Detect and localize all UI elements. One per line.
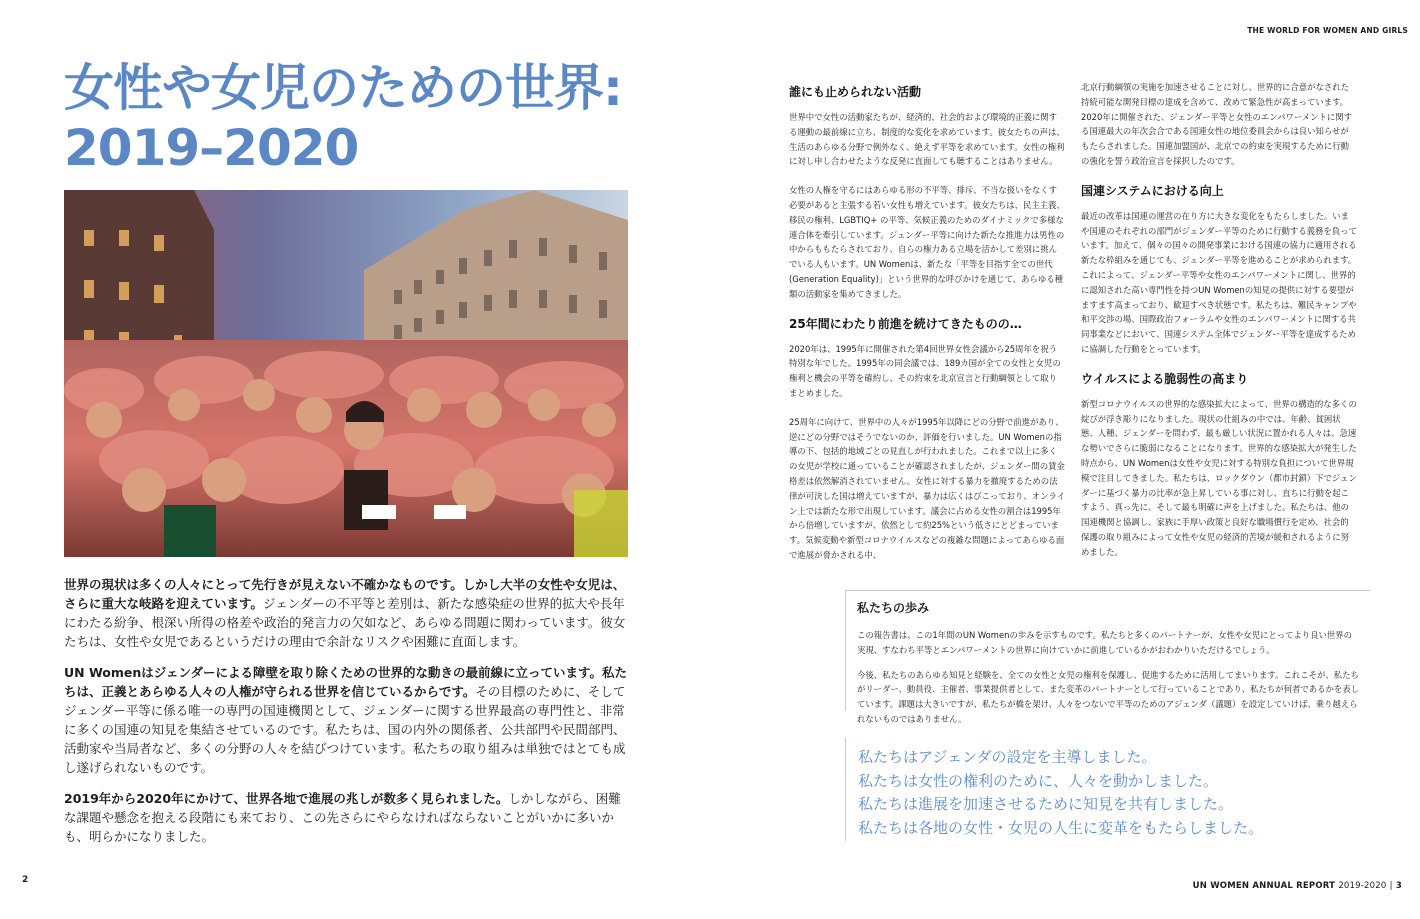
our-steps-paragraph-1: この報告書は、この1年間のUN Womenの歩みを示すものです。私たちと多くのパートナーが、女性や女児にとってより良い世界の実現、すなわち平等とエンパワーメントの世界に向けていかに前進しているかがおわかりいただけるでしょう。 xyxy=(857,630,1352,655)
footer-years: 2019-2020 xyxy=(1338,881,1387,891)
column-1 xyxy=(789,84,1065,577)
agenda-rule xyxy=(845,738,846,841)
intro-paragraph-1-body: ジェンダーの不平等と差別は、新たな感染症の世界的拡大や長年にわたる紛争、根深い所得の格差や政治的発言力の欠如など、あらゆる問題に関わっています。彼女たちは、女性や女児であるというだけの理由で余計なリスクや困難に直面します。 xyxy=(64,596,626,649)
heading-25-years-progress: 25年間にわたり前進を続けてきたものの… xyxy=(789,316,1022,331)
agenda-line: 私たちは進展を加速させるために知見を共有しました。 xyxy=(858,795,1234,813)
intro-paragraph-2 xyxy=(64,663,632,777)
heading-virus-vulnerability: ウイルスによる脆弱性の高まり xyxy=(1081,371,1249,386)
intro-paragraph-1-lead: 世界の現状は多くの人々にとって先行きが見えない不確かなものです。しかし大半の女性や女児は、さらに重大な岐路を迎えています。 xyxy=(64,577,626,611)
column-1-paragraph-4: 25周年に向けて、世界中の人々が1995年以降にどの分野で前進があり、逆にどの分野ではそうでないのか、評価を行いました。UN Womenの指導の下、包括的地域ごとの見直しが行われました。これまで以上に多くの女児が学校に通っていることが確認されましたが、ジェンダー間の賃金格差は依然解消されていません。女性に対する暴力を撤廃するための法律が可決した国は増えていますが、暴力は広くはびこっており、オンライン上では新たな形で出現しています。議会に占める女性の割合は1995年から倍増していますが、依然として約25%という低さにとどまっています。気候変動や新型コロナウイルスなどの複雑な問題によってあらゆる面で進展が脅かされる中、 xyxy=(789,416,1065,560)
crowd-photo-illustration xyxy=(64,190,628,557)
column-2-paragraph-2: 最近の改革は国連の運営の在り方に大きな変化をもたらしました。いまや国連のそれぞれの部門がジェンダー平等のために行動する義務を負っています。加えて、個々の国々の開発事業における国連の協力に適用される新たな枠組みを通じても、ジェンダー平等を進めることが求められます。これによって、ジェンダー平等や女性のエンパワーメントに関し、世界的に認知された高い専門性を持つUN Womenの知見の提供に対する要望がますます高まっており、歓迎すべき状態です。私たちは、難民キャンプや和平交渉の場、国際政治フォーラムや女性のエンパワーメントに関する共同事業などにおいて、国連システム全体でジェンダー平等を達成するために協調した行動をとっています。 xyxy=(1081,210,1357,354)
heading-unstoppable-activism: 誰にも止められない活動 xyxy=(789,85,922,99)
crowd-photo xyxy=(64,190,628,557)
column-2 xyxy=(1081,80,1357,574)
intro-paragraph-3-body: しかしながら、困難な課題や懸念を抱える段階にも来ており、この先さらにやらなければならないことがいかに多いかも、明らかになりました。 xyxy=(64,791,621,844)
column-1-paragraph-2: 女性の人権を守るにはあらゆる形の不平等、排斥、不当な扱いをなくす必要があると主張する若い女性も増えています。彼女たちは、民主主義、移民の権利、LGBTIQ+ の平等、気候正義のためのダイナミックで多様な連合体を牽引しています。ジェンダー平等に向けた新たな推進力は男性の中からももたらされており、自らの権力ある立場を活かして差別に挑んでいる人もいます。UN Womenは、新たな「平等を目指す全ての世代(Generation Equality)」という世界的な呼びかけを通じて、あらゆる種類の活動家を集めてきました。 xyxy=(789,185,1065,299)
intro-paragraph-2-body: その目標のために、そしてジェンダー平等に係る唯一の専門の国連機関として、ジェンダーに関する世界最高の専門性と、非常に多くの国連の知見を集結させているのです。私たちは、国の内外の関係者、公共部門や民間部門、活動家や当局者など、多くの分野の人々を結びつけています。私たちの取り組みは単独ではとても成し遂げられないものです。 xyxy=(64,684,626,775)
title-line-1: 女性や女児のための世界: xyxy=(64,59,622,117)
page-title xyxy=(64,58,664,178)
page-number-right: 3 xyxy=(1395,881,1402,891)
footer-report-name: UN WOMEN ANNUAL REPORT xyxy=(1192,881,1336,891)
heading-our-steps: 私たちの歩み xyxy=(857,601,930,615)
running-head: THE WORLD FOR WOMEN AND GIRLS xyxy=(1247,26,1408,35)
title-line-2: 2019–2020 xyxy=(64,119,359,177)
agenda-line: 私たちは各地の女性・女児の人生に変革をもたらしました。 xyxy=(858,818,1264,837)
page-number-left: 2 xyxy=(22,875,29,885)
intro-paragraph-3-lead: 2019年から2020年にかけて、世界各地で進展の兆しが数多く見られました。 xyxy=(64,791,509,806)
footer xyxy=(1193,881,1402,891)
intro-text xyxy=(64,575,632,858)
column-2-paragraph-3: 新型コロナウイルスの世界的な感染拡大によって、世界の構造的な多くの綻びが浮き彫りになりました。現状の仕組みの中では、年齢、貧困状態、人種、ジェンダーを問わず、最も厳しい状況に置かれる人々は、急速な勢いでさらに脆弱になることになります。世界的な感染拡大が発生した時点から、UN Womenは女性や女児に対する特別な負担について世界規模で注目してきました。私たちは、ロックダウン（都市封鎖）下でジェンダーに基づく暴力の比率が急上昇している事に対し、直ちに行動を起こすよう、真っ先に、そして最も明確に声を上げました。私たちは、他の国連機関と協調し、家族に手厚い政策と良好な職場慣行を定め、社会的保護の取り組みによって女性や女児の経済的苦境が緩和されるように努めました。 xyxy=(1081,398,1357,557)
intro-paragraph-3 xyxy=(64,789,632,846)
our-steps-paragraph-2: 今後、私たちのあらゆる知見と経験を、全ての女性と女児の権利を保護し、促進するために活用してまいります。これこそが、私たちがリーダー、動員役、主催者、事業提供者として、また変革のパートナーとして行っていることであり、私たちが何者であるかを表しています。課題は大きいですが、私たちが橋を架け、人々をつないで平等のためのアジェンダ（議題）を設定していけば、乗り越えられないものではありません。 xyxy=(857,669,1359,724)
agenda-line: 私たちはアジェンダの設定を主導しました。 xyxy=(858,748,1157,766)
agenda-line: 私たちは女性の権利のために、人々を動かしました。 xyxy=(858,771,1219,790)
footer-separator: | xyxy=(1389,881,1393,891)
intro-paragraph-1 xyxy=(64,575,632,651)
column-1-paragraph-1: 世界中で女性の活動家たちが、経済的、社会的および環境的正義に関する運動の最前線に立ち、制度的な変化を求めています。彼女たちの声は、生活のあらゆる分野で例外なく、絶えず平等を求めています。女性の権利に対し申し合わせたような反発に直面しても聴することはありません。 xyxy=(789,112,1065,167)
intro-paragraph-2-lead: UN Womenはジェンダーによる障壁を取り除くための世界的な動きの最前線に立っています。私たちは、正義とあらゆる人々の人権が守られる世界を信じているからです。 xyxy=(64,665,628,699)
column-1-paragraph-3: 2020年は、1995年に開催された第4回世界女性会議から25周年を祝う特別な年でした。1995年の同会議では、189カ国が全ての女性と女児の権利と機会の平等を確約し、その約束を北京宣言と行動綱領として取りまとめました。 xyxy=(789,343,1061,398)
agenda-statements xyxy=(858,746,1378,840)
column-2-paragraph-1: 北京行動綱領の実施を加速させることに対し、世界的に合意がなされた持続可能な開発目標の達成を含めて、改めて緊急性が高まっています。2020年に開催された、ジェンダー平等と女性のエンパワーメントに関する国連最大の年次会合である国連女性の地位委員会からは良い知らせがもたらされました。国連加盟国が、北京での約束を実現するために行動の強化を誓う政治宣言を採択したのです。 xyxy=(1081,82,1353,166)
our-steps-section xyxy=(857,600,1359,737)
heading-un-system: 国連システムにおける向上 xyxy=(1081,183,1224,198)
